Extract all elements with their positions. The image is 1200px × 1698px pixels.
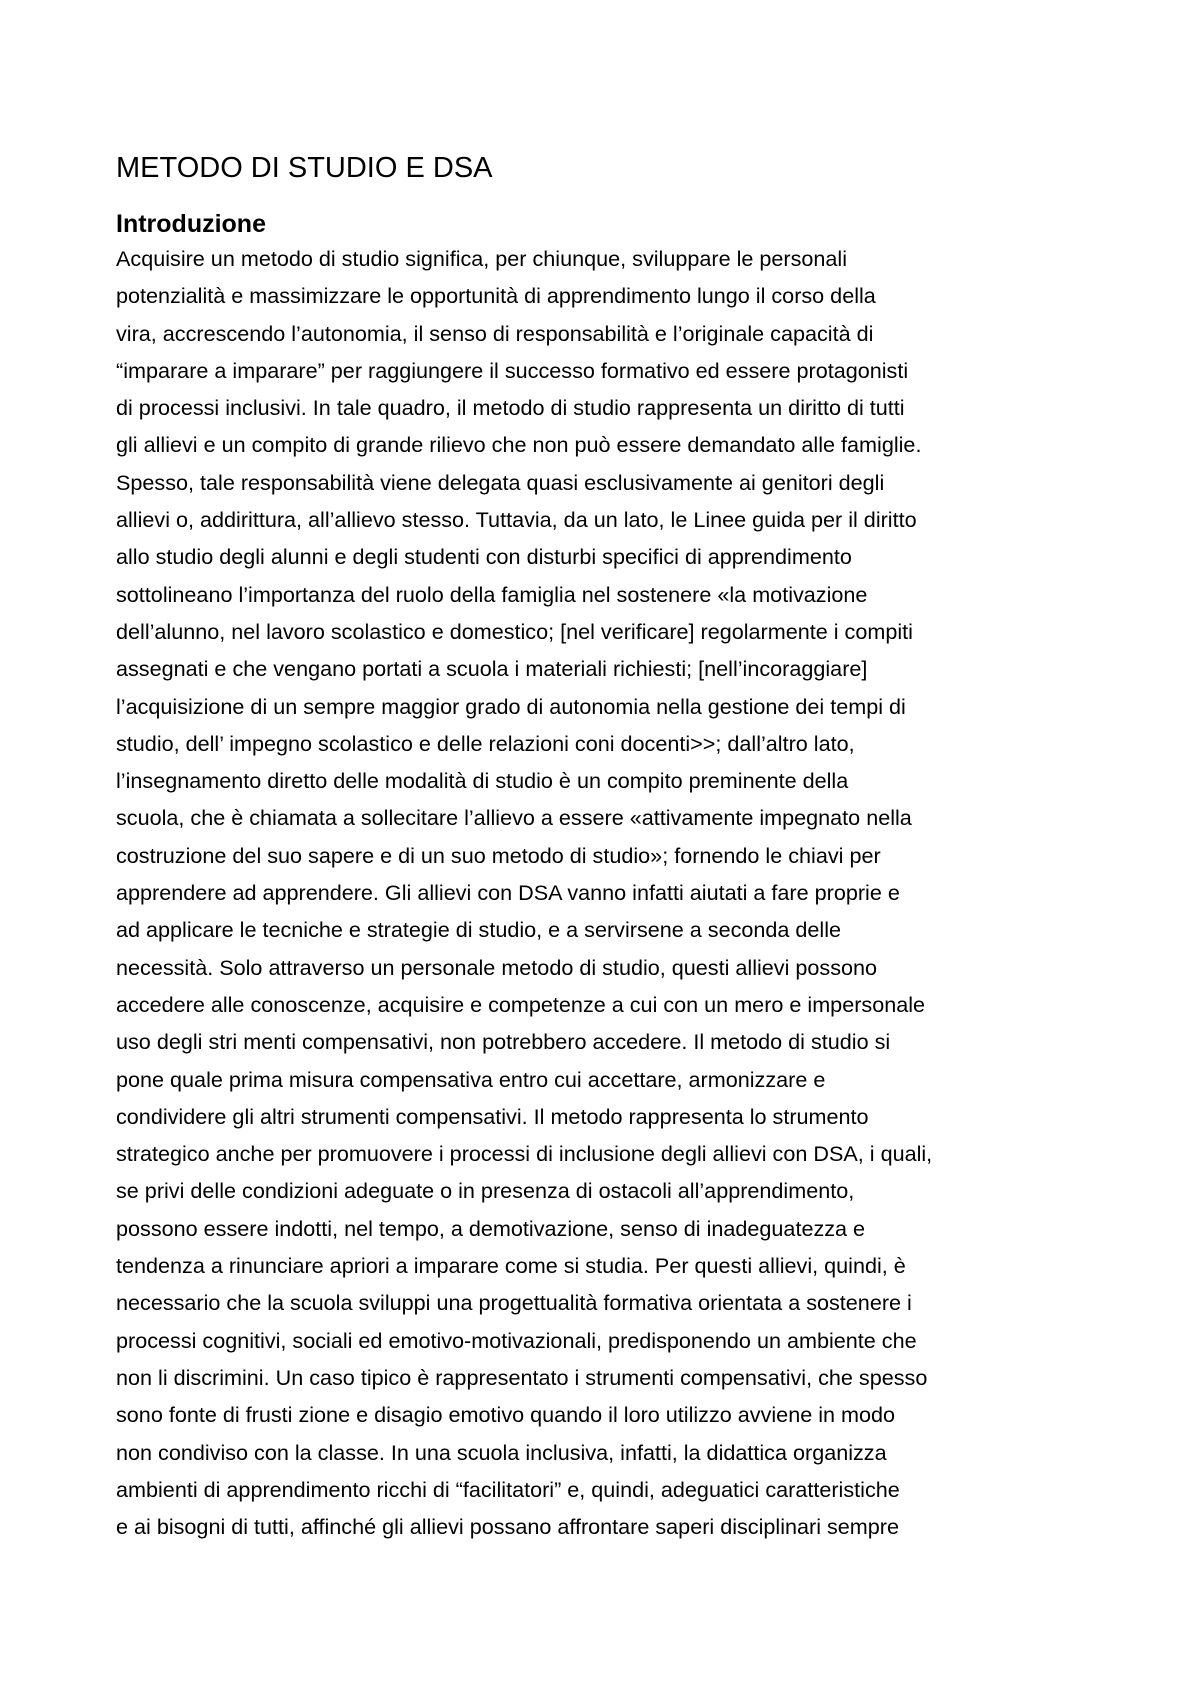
text-line: non condiviso con la classe. In una scuola inclusiva, infatti, la didattica organizza xyxy=(116,1439,887,1465)
document-content xyxy=(116,150,1116,1545)
text-line: accedere alle conoscenze, acquisire e competenze a cui con un mero e impersonale xyxy=(116,991,926,1017)
text-line: necessità. Solo attraverso un personale metodo di studio, questi allievi possono xyxy=(116,954,878,980)
text-line: di processi inclusivi. In tale quadro, il metodo di studio rappresenta un diritto di tutti xyxy=(116,395,905,421)
text-line: non li discrimini. Un caso tipico è rappresentato i strumenti compensativi, che spesso xyxy=(116,1364,928,1390)
text-line: uso degli stri menti compensativi, non potrebbero accedere. Il metodo di studio si xyxy=(116,1029,891,1055)
section-heading: Introduzione xyxy=(116,210,266,238)
text-line: se privi delle condizioni adeguate o in presenza di ostacoli all’apprendimento, xyxy=(116,1178,855,1204)
text-line: ad applicare le tecniche e strategie di studio, e a servirsene a seconda delle xyxy=(116,917,842,943)
text-line: studio, dell’ impegno scolastico e delle relazioni coni docenti>>; dall’altro lato, xyxy=(116,730,855,756)
text-line: allievi o, addirittura, all’allievo stesso. Tuttavia, da un lato, le Linee guida per il diritto xyxy=(116,507,917,533)
text-line: apprendere ad apprendere. Gli allievi con DSA vanno infatti aiutati a fare proprie e xyxy=(116,880,900,906)
text-line: “imparare a imparare” per raggiungere il successo formativo ed essere protagonisti xyxy=(116,357,909,383)
text-line: allo studio degli alunni e degli studenti con disturbi specifici di apprendimento xyxy=(116,544,852,570)
text-line: processi cognitivi, sociali ed emotivo-motivazionali, predisponendo un ambiente che xyxy=(116,1327,917,1353)
text-line: dell’alunno, nel lavoro scolastico e domestico; [nel verificare] regolarmente i compiti xyxy=(116,618,913,644)
text-line: condividere gli altri strumenti compensativi. Il metodo rappresenta lo strumento xyxy=(116,1103,869,1129)
text-line: e ai bisogni di tutti, affinché gli allievi possano affrontare saperi disciplinari sempre xyxy=(116,1514,900,1540)
text-line: costruzione del suo sapere e di un suo metodo di studio»; fornendo le chiavi per xyxy=(116,842,881,868)
text-line: vira, accrescendo l’autonomia, il senso di responsabilità e l’originale capacità di xyxy=(116,320,874,346)
text-line: assegnati e che vengano portati a scuola i materiali richiesti; [nell’incoraggiare] xyxy=(116,656,868,682)
text-line: potenzialità e massimizzare le opportunità di apprendimento lungo il corso della xyxy=(116,283,876,309)
text-line: possono essere indotti, nel tempo, a demotivazione, senso di inadeguatezza e xyxy=(116,1215,866,1241)
text-line: necessario che la scuola sviluppi una progettualità formativa orientata a sostenere i xyxy=(116,1290,912,1316)
text-line: l’insegnamento diretto delle modalità di studio è un compito preminente della xyxy=(116,768,849,794)
text-line: tendenza a rinunciare apriori a imparare come si studia. Per questi allievi, quindi, è xyxy=(116,1253,906,1279)
text-line: l’acquisizione di un sempre maggior grado di autonomia nella gestione dei tempi di xyxy=(116,693,906,719)
body-paragraph xyxy=(116,240,1116,1545)
text-line: sottolineano l’importanza del ruolo della famiglia nel sostenere «la motivazione xyxy=(116,581,868,607)
text-line: gli allievi e un compito di grande rilievo che non può essere demandato alle famiglie. xyxy=(116,432,922,458)
text-line: sono fonte di frusti zione e disagio emotivo quando il loro utilizzo avviene in modo xyxy=(116,1402,896,1428)
text-line: scuola, che è chiamata a sollecitare l’allievo a essere «attivamente impegnato nella xyxy=(116,805,912,831)
text-line: Acquisire un metodo di studio significa, per chiunque, sviluppare le personali xyxy=(116,246,848,271)
text-line: pone quale prima misura compensativa entro cui accettare, armonizzare e xyxy=(116,1066,826,1092)
text-line: strategico anche per promuovere i processi di inclusione degli allievi con DSA, i quali, xyxy=(116,1141,933,1167)
text-line: ambienti di apprendimento ricchi di “facilitatori” e, quindi, adeguatici caratteristiche xyxy=(116,1476,900,1502)
text-line: Spesso, tale responsabilità viene delegata quasi esclusivamente ai genitori degli xyxy=(116,469,885,495)
document-title: METODO DI STUDIO E DSA xyxy=(116,152,493,184)
